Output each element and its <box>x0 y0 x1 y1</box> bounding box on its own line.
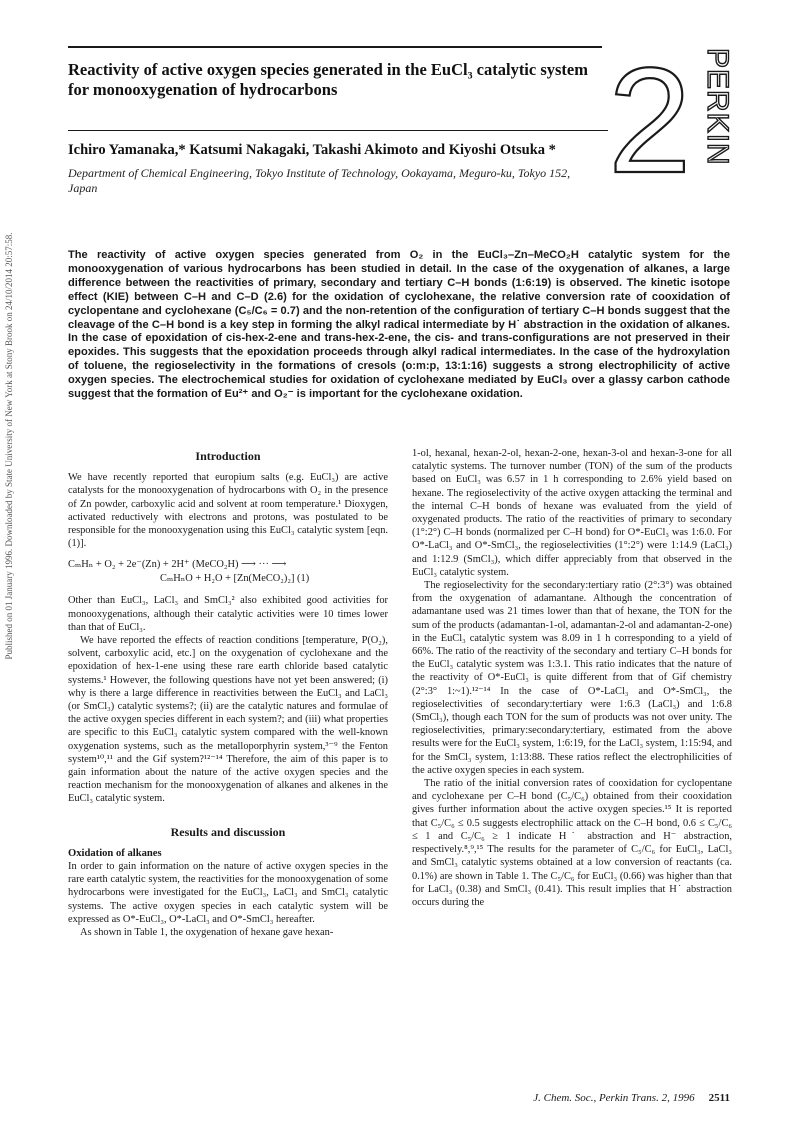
right-paragraph-3: The ratio of the initial conversion rates of cooxidation for cyclopentane and cyclohexane per C–H bond (C₅/C₆) obtained from their cooxidation gives further information about the active oxygen species.¹⁵ It is reported that C₅/C₆ ≤ 0.5 suggests electrophilic attack on the C–H bond, 0.6 ≤ C₅/C₆ ≤ 1 and C₅/C₆ ≥ 1 indicate H˙ abstraction and H⁻ abstraction, respectively.⁸,⁹,¹⁵ The results for the parameter of C₅/C₆ for EuCl₃, LaCl₃ and SmCl₃ catalytic systems obtained at a low conversion of reactants (ca. 0.1%) are shown in Table 1. The C₅/C₆ for EuCl₃ (0.66) was higher than that for LaCl₃ (0.38) and SmCl₃ (0.41). This result implies that H˙ abstraction occurs during the <box>412 778 732 908</box>
right-paragraph-1: 1-ol, hexanal, hexan-2-ol, hexan-2-one, hexan-3-ol and hexan-3-one for all catalytic systems. The turnover number (TON) of the sum of the products based on EuCl₃ was 6.57 in 1 h corresponding to 2.6% yield based on hexane. The regioselectivity of the active oxygen attacking the terminal and the internal C–H bonds of hexane was evaluated from the yield of oxygenated products. The ratio of the reactivities of primary to secondary (1°:2°) C–H bonds (normalized per C–H bond) for O*-EuCl₃ was 1:6.0. For O*-LaCl₃ and O*-SmCl₃, the regioselectivities (1°:2°) were 1:14.9 (LaCl₃) and 1:12.9 (SmCl₃), which differ appreciably from that observed in the EuCl₃ catalytic system. <box>412 448 732 578</box>
article-title: Reactivity of active oxygen species generated in the EuCl₃ catalytic system for monooxygenation of hydrocarbons <box>68 60 588 99</box>
page-number: 2511 <box>708 1092 730 1104</box>
journal-citation: J. Chem. Soc., Perkin Trans. 2, 1996 <box>533 1092 695 1104</box>
perkin-word: PERKIN <box>701 48 734 166</box>
results-heading: Results and discussion <box>170 824 286 839</box>
download-margin-note: Published on 01 January 1996. Downloaded by State University of New York at Stony Brook on 24/10/2014 20:57:58. <box>4 232 14 660</box>
intro-paragraph-3: We have reported the effects of reaction conditions [temperature, P(O₂), solvent, carboxylic acid, etc.] on the oxygenation of cyclohexane and the epoxidation of hex-1-ene using these rare earth chloride based catalytic systems.¹ However, the following questions have not yet been answered; (i) why is there a large difference in reactivities between the EuCl₃ and LaCl₃ (or SmCl₃) catalytic systems?; (ii) are the catalytic natures and formulae of the active oxygen species different in each system?; and (iii) what properties are specific to this EuCl₃ catalytic system compared with the well-known oxygenation systems, such as the metalloporphyrin system,³⁻⁹ the Fenton system¹⁰,¹¹ and the Gif system?¹²⁻¹⁴ Therefore, the aim of this paper is to gain information about the nature of the active oxygen species and the reaction mechanism for the monooxygenation of alkanes and alkenes in the EuCl₃ catalytic system. <box>68 635 388 805</box>
results-paragraph-2: As shown in Table 1, the oxygenation of hexane gave hexan- <box>80 927 334 939</box>
introduction-heading: Introduction <box>195 449 261 463</box>
page-footer <box>470 1092 730 1104</box>
perkin-2-logo <box>596 40 746 180</box>
equation-1 <box>68 558 388 586</box>
right-column <box>412 447 732 909</box>
abstract: The reactivity of active oxygen species generated from O₂ in the EuCl₃–Zn–MeCO₂H catalytic system for the monooxygenation of various hydrocarbons has been studied in detail. In the case of the oxygenation of alkanes, a large difference between the reactivities of primary, secondary and tertiary C–H bonds (1:6:19) is observed. The kinetic isotope effect (KIE) between C–H and C–D (2.6) for the oxidation of cyclohexane, the relative conversion rate of cooxidation of cyclopentane and cyclohexane (C₅/C₆ = 0.7) and the non-retention of the configuration of tertiary C–H bonds suggest that the cleavage of the C–H bond is a key step in forming the alkyl radical intermediate by H˙ abstraction in the oxidation of alkanes. In the case of epoxidation of cis-hex-2-ene and trans-hex-2-ene, the cis- and trans-configurations are not preserved in their epoxides. This suggests that the epoxidation proceeds through alkyl radical intermediates. In the case of the hydroxylation of toluene, the regioselectivity in the formations of cresols (o:m:p, 13:1:16) suggests a strong electrophilicity of active oxygen species. The electrochemical studies for oxidation of cyclohexane mediated by EuCl₃ over a glassy carbon cathode suggest that the formation of Eu²⁺ and O₂⁻ is important for the cyclohexane oxidation. <box>68 249 730 401</box>
perkin-numeral: 2 <box>608 40 692 180</box>
affiliation: Department of Chemical Engineering, Tokyo Institute of Technology, Ookayama, Meguro-ku, Tokyo 152, Japan <box>68 166 571 195</box>
intro-paragraph-1: We have recently reported that europium salts (e.g. EuCl₃) are active catalysts for the monooxygenation of hydrocarbons with O₂ in the presence of Zn powder, carboxylic acid and solvent at room temperature.¹ Dioxygen, activated reductively with electrons and protons, was postulated to be responsible for the monooxygenation using this EuCl₃ catalytic system [eqn. (1)]. <box>68 472 388 550</box>
author-list: Ichiro Yamanaka,* Katsumi Nakagaki, Takashi Akimoto and Kiyoshi Otsuka * <box>68 142 556 158</box>
equation-1-line-2: CₘHₙO + H₂O + [Zn(MeCO₂)₂] (1) <box>160 573 310 585</box>
equation-1-line-1: CₘHₙ + O₂ + 2e⁻(Zn) + 2H⁺ (MeCO₂H) ⟶ ··· ⟶ <box>68 559 287 571</box>
left-column <box>68 446 388 939</box>
right-paragraph-2: The regioselectivity for the secondary:tertiary ratio (2°:3°) was obtained from the oxygenation of adamantane. Although the concentration of adamantane used was 21 times lower than that of hexane, the TON for the sum of the products (adamantan-1-ol, adamantan-2-ol and adamantan-2-one) in the EuCl₃ catalytic system was 8.09 in 1 h corresponding to a yield of 66%. The ratio of the reactivity of the secondary and tertiary C–H bonds for the EuCl₃ catalytic system was 1:3.1. This ratio indicates that the nature of the reactivity of O*-EuCl₃ is quite different from that of Gif chemistry (2°:3° 1:~1).¹²⁻¹⁴ In the case of O*-LaCl₃ and O*-SmCl₃, the regioselectivities of secondary:tertiary were 1:6.3 (LaCl₃) and 1:6.8 (SmCl₃), though each TON for the sum of products was not over unity. The regioselectivities, primary:secondary:tertiary, estimated from the above results were for the EuCl₃ system, 1:6:19, for the LaCl₃ system, 1:15:94, and for the SmCl₃ system, 1:13:88. These ratios reflect the electrophilicities of the active oxygen species in each system. <box>412 580 732 776</box>
alkanes-subheading: Oxidation of alkanes <box>68 847 162 859</box>
top-rule <box>68 46 602 48</box>
results-paragraph-1: In order to gain information on the nature of active oxygen species in the rare earth catalytic system, the reactivities for the monooxygenation of some hydrocarbons were investigated for the EuCl₃, LaCl₃ and SmCl₃ catalytic systems. The active oxygen species in each catalytic system will be expressed as O*-EuCl₃, O*-LaCl₃ and O*-SmCl₃ hereafter. <box>68 861 388 925</box>
intro-paragraph-2: Other than EuCl₃, LaCl₃ and SmCl₃² also exhibited good activities for monooxygenations, although their catalytic activities were 10 times lower than that of EuCl₃. <box>68 595 388 633</box>
title-rule <box>68 130 608 131</box>
